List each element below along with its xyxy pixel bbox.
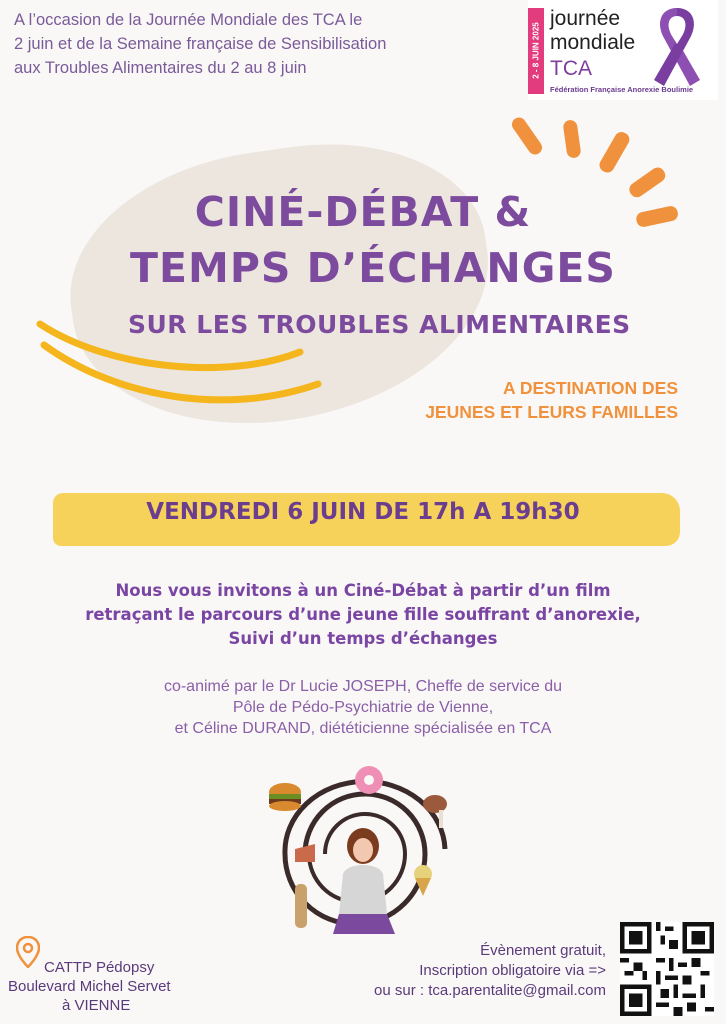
event-line: Inscription obligatoire via =>: [419, 962, 606, 979]
audience-text: [425, 376, 678, 424]
audience-line: A DESTINATION DES: [502, 378, 678, 398]
girl-food-spiral-illustration: [255, 754, 475, 944]
hosts-line: Pôle de Pédo-Psychiatrie de Vienne,: [232, 699, 494, 716]
intro-line: 2 juin et de la Semaine française de Sensibilisation: [14, 35, 387, 53]
audience-line: JEUNES ET LEURS FAMILLES: [425, 402, 678, 422]
location-pin-icon: [16, 936, 40, 968]
invite-line: Nous vous invitons à un Ciné-Débat à partir d’un film: [115, 581, 611, 600]
title-line-1: CINÉ-DÉBAT &: [194, 188, 532, 236]
qr-code[interactable]: [620, 922, 714, 1016]
intro-line: aux Troubles Alimentaires du 2 au 8 juin: [14, 59, 307, 77]
intro-line: A l’occasion de la Journée Mondiale des TCA le: [14, 11, 363, 29]
logo-word: journée: [550, 7, 621, 30]
hosts-line: et Céline DURAND, diététicienne spécialisée en TCA: [174, 720, 552, 737]
hosts-text: [0, 676, 726, 739]
intro-text: [14, 8, 514, 80]
logo-date-text: 2 - 8 JUIN 2025: [531, 22, 541, 79]
logo-subtitle: Fédération Française Anorexie Boulimie: [550, 85, 694, 94]
location-street: Boulevard Michel Servet: [8, 978, 171, 995]
burger-icon: [269, 783, 301, 811]
cake-icon: [295, 844, 315, 862]
girl-figure-icon: [333, 828, 395, 934]
journee-mondiale-tca-logo: [528, 0, 718, 100]
hosts-line: co-animé par le Dr Lucie JOSEPH, Cheffe de service du: [163, 678, 563, 695]
title-line-2: TEMPS D’ÉCHANGES: [130, 244, 616, 292]
location-city: à VIENNE: [62, 997, 131, 1014]
invite-line: Suivi d’un temps d’échanges: [228, 629, 498, 648]
title-subline: SUR LES TROUBLES ALIMENTAIRES: [128, 310, 631, 339]
invite-text: [0, 579, 726, 651]
event-info: [374, 941, 606, 1001]
date-banner: VENDREDI 6 JUIN DE 17h A 19h30: [146, 499, 580, 525]
awareness-ribbon-icon: [646, 2, 708, 92]
bottle-icon: [295, 884, 307, 928]
event-line: ou sur : tca.parentalite@gmail.com: [374, 982, 606, 999]
logo-date-strip: [528, 8, 544, 94]
donut-icon: [355, 766, 383, 794]
event-line: Évènement gratuit,: [480, 942, 606, 959]
invite-line: retraçant le parcours d’une jeune fille souffrant d’anorexie,: [85, 605, 641, 624]
drumstick-icon: [423, 795, 447, 828]
location-name: CATTP Pédopsy: [44, 959, 155, 976]
logo-word: mondiale: [550, 31, 636, 54]
logo-word: TCA: [550, 57, 592, 80]
